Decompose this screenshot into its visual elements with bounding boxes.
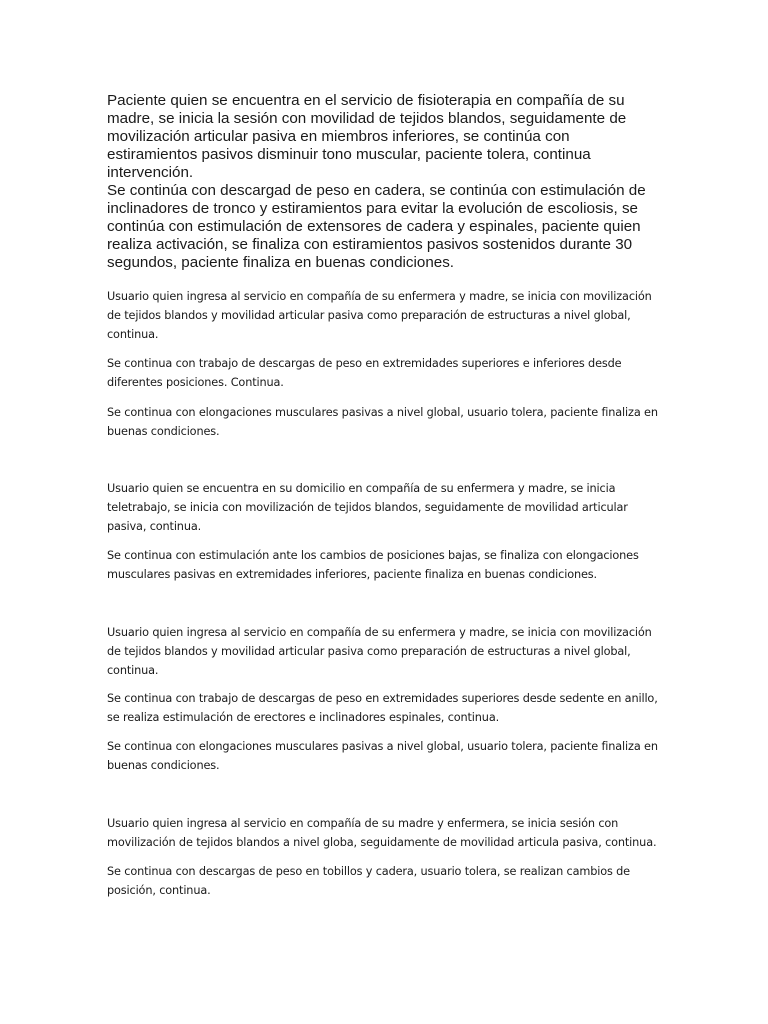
paragraph-usuario-2a: Usuario quien se encuentra en su domicilio en compañía de su enfermera y madre, se inicia teletrabajo, se inicia con movilización de tejidos blandos, seguidamente de movilidad articular pasiva, continua. xyxy=(107,482,628,533)
paragraph-usuario-3a: Usuario quien ingresa al servicio en compañía de su enfermera y madre, se inicia con movilización de tejidos blandos y movilidad articular pasiva como preparación de estructuras a nivel global, continua. xyxy=(107,626,652,677)
paragraph-usuario-1a: Usuario quien ingresa al servicio en compañía de su enfermera y madre, se inicia con movilización de tejidos blandos y movilidad articular pasiva como preparación de estructuras a nivel global, continua. xyxy=(107,290,652,341)
paragraph-usuario-1b: Se continua con trabajo de descargas de peso en extremidades superiores e inferiores desde diferentes posiciones. Continua. xyxy=(107,357,622,389)
paragraph-usuario-3c: Se continua con elongaciones musculares pasivas a nivel global, usuario tolera, paciente finaliza en buenas condiciones. xyxy=(107,740,658,772)
paragraph-usuario-4a: Usuario quien ingresa al servicio en compañía de su madre y enfermera, se inicia sesión con movilización de tejidos blandos a nivel globa, seguidamente de movilidad articula pasiva, continua. xyxy=(107,817,657,849)
paragraph-usuario-3b: Se continua con trabajo de descargas de peso en extremidades superiores desde sedente en anillo, se realiza estimulación de erectores e inclinadores espinales, continua. xyxy=(107,692,658,724)
paragraph-usuario-2b: Se continua con estimulación ante los cambios de posiciones bajas, se finaliza con elongaciones musculares pasivas en extremidades inferiores, paciente finaliza en buenas condiciones. xyxy=(107,549,639,581)
paragraph-usuario-1c: Se continua con elongaciones musculares pasivas a nivel global, usuario tolera, paciente finaliza en buenas condiciones. xyxy=(107,406,658,438)
paragraph-session-1: Paciente quien se encuentra en el servicio de fisioterapia en compañía de su madre, se inicia la sesión con movilidad de tejidos blandos, seguidamente de movilización articular pasiva en miembros inferiores, se continúa con estiramientos pasivos disminuir tono muscular, paciente tolera, continua intervención. xyxy=(107,92,627,181)
paragraph-session-2: Se continúa con descargad de peso en cadera, se continúa con estimulación de inclinadores de tronco y estiramientos para evitar la evolución de escoliosis, se continúa con estimulación de extensores de cadera y espinales, paciente quien realiza activación, se finaliza con estiramientos pasivos sostenidos durante 30 segundos, paciente finaliza en buenas condiciones. xyxy=(107,182,646,271)
paragraph-usuario-4b: Se continua con descargas de peso en tobillos y cadera, usuario tolera, se realizan cambios de posición, continua. xyxy=(107,865,630,897)
